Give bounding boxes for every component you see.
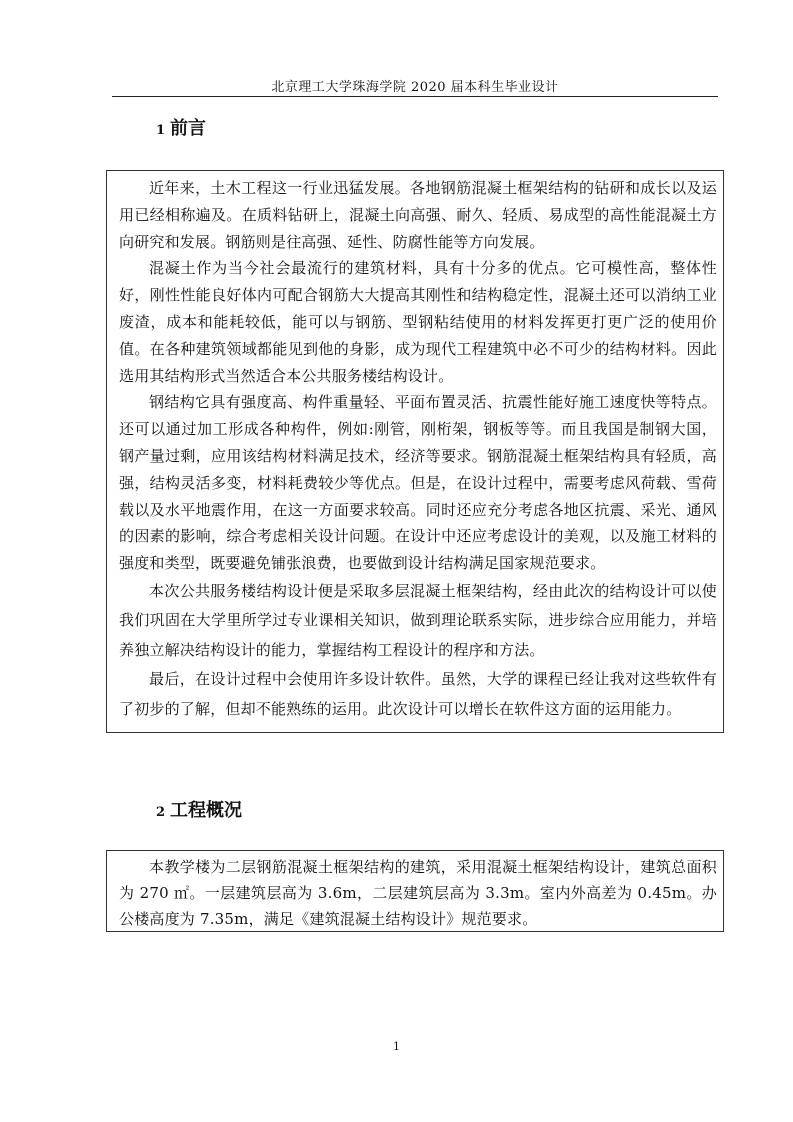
section-1-paragraph-3: 钢结构它具有强度高、构件重量轻、平面布置灵活、抗震性能好施工速度快等特点。还可以通过加工形成各种构件，例如:刚管，刚桁架，钢板等等。而且我国是制钢大国，钢产量过剩，应用该结构材料满足技术，经济等要求。钢筋混凝土框架结构具有轻质，高强，结构灵活多变，材料耗费较少等优点。但是，在设计过程中，需要考虑风荷载、雪荷载以及水平地震作用，在这一方面要求较高。同时还应充分考虑各地区抗震、采光、通风的因素的影响，综合考虑相关设计问题。在设计中还应考虑设计的美观，以及施工材料的强度和类型，既要避免铺张浪费，也要做到设计结构满足国家规范要求。: [119, 393, 717, 573]
section-2-paragraph-1: 本教学楼为二层钢筋混凝土框架结构的建筑，采用混凝土框架结构设计，建筑总面积为 270 ㎡。一层建筑层高为 3.6m，二层建筑层高为 3.3m。室内外高差为 0.45m。办公楼高度为 7.35m，满足《建筑混凝土结构设计》规范要求。: [119, 858, 717, 928]
page-header: 北京理工大学珠海学院 2020 届本科生毕业设计: [271, 80, 559, 95]
section-1-title: 前言: [170, 118, 207, 139]
section-1-paragraph-4: 本次公共服务楼结构设计便是采取多层混凝土框架结构，经由此次的结构设计可以使我们巩固在大学里所学过专业课相关知识，做到理论联系实际，进步综合应用能力，并培养独立解决结构设计的能力，掌握结构工程设计的程序和方法。: [119, 581, 717, 659]
page-number: 1: [393, 1040, 400, 1053]
section-1-paragraph-2: 混凝土作为当今社会最流行的建筑材料，具有十分多的优点。它可模性高，整体性好，刚性性能良好体内可配合钢筋大大提高其刚性和结构稳定性，混凝土还可以消纳工业废渣，成本和能耗较低，能可以与钢筋、型钢粘结使用的材料发挥更打更广泛的使用价值。在各种建筑领域都能见到他的身影，成为现代工程建筑中必不可少的结构材料。因此选用其结构形式当然适合本公共服务楼结构设计。: [119, 259, 717, 385]
section-1-paragraph-1: 近年来，土木工程这一行业迅猛发展。各地钢筋混凝土框架结构的钻研和成长以及运用已经相称遍及。在质料钻研上，混凝土向高强、耐久、轻质、易成型的高性能混凝土方向研究和发展。钢筋则是往高强、延性、防腐性能等方向发展。: [119, 179, 717, 251]
section-2-number: 2: [156, 805, 166, 820]
section-2-body-box: [106, 850, 724, 932]
header-rule: [112, 96, 718, 97]
section-2-title: 工程概况: [170, 800, 243, 821]
section-2-heading: [156, 796, 242, 822]
section-1-heading: [156, 114, 206, 140]
section-1-body-box: [106, 170, 724, 733]
section-1-number: 1: [156, 123, 166, 138]
section-1-paragraph-5: 最后，在设计过程中会使用许多设计软件。虽然，大学的课程已经让我对这些软件有了初步的了解，但却不能熟练的运用。此次设计可以增长在软件这方面的运用能力。: [119, 670, 717, 718]
